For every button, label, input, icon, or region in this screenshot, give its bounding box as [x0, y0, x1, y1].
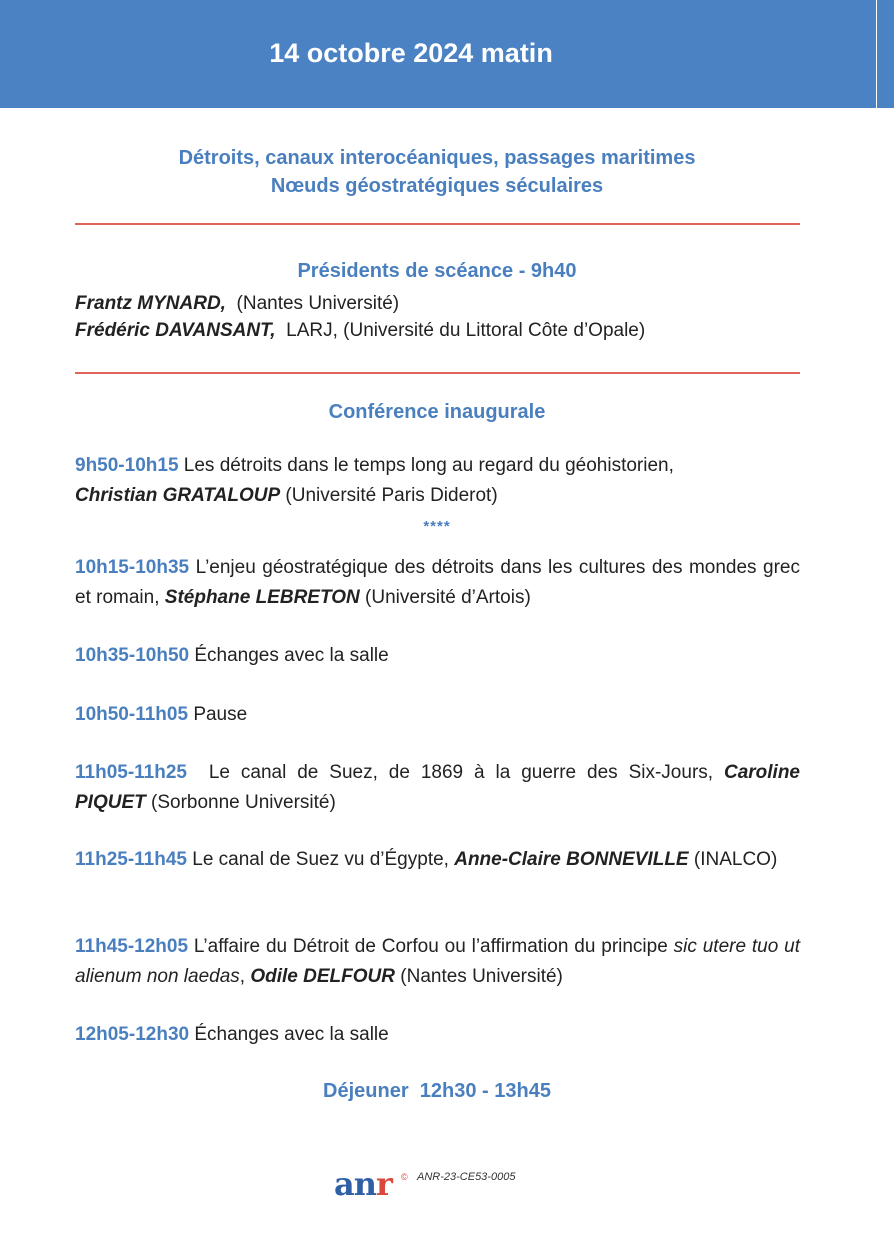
- grant-number: ANR-23-CE53-0005: [417, 1171, 516, 1183]
- program-item-4: [75, 700, 800, 730]
- divider-2: [75, 372, 800, 374]
- program-affiliation: (Université Paris Diderot): [285, 485, 498, 506]
- program-affiliation: (Université d’Artois): [365, 587, 531, 608]
- program-item-3: [75, 641, 800, 671]
- program-speaker: Anne-Claire BONNEVILLE: [454, 849, 689, 870]
- president-1-name: Frantz MYNARD,: [75, 293, 226, 314]
- program-item-8: [75, 1020, 800, 1050]
- program-speaker: Stéphane LEBRETON: [164, 587, 360, 608]
- program-item-6: [75, 845, 800, 875]
- program-item-5: [75, 758, 800, 818]
- program-time: 11h25-11h45: [75, 849, 187, 870]
- separator-stars: ****: [423, 518, 451, 535]
- program-text: Les détroits dans le temps long au regard du géohistorien,: [183, 455, 674, 476]
- president-1-affiliation: (Nantes Université): [236, 293, 400, 314]
- program-item-2: [75, 553, 800, 613]
- program-text: Échanges avec la salle: [194, 645, 389, 666]
- anr-logo-r: r: [376, 1165, 392, 1203]
- program-time: 11h45-12h05: [75, 936, 189, 957]
- program-time: 12h05-12h30: [75, 1024, 190, 1045]
- program-affiliation: (Sorbonne Université): [151, 792, 336, 813]
- program-text: Pause: [193, 704, 248, 725]
- program-latin-maxim: sic utere tuo ut alienum non laedas: [75, 936, 801, 987]
- president-1: [75, 289, 800, 319]
- president-2-name: Frédéric DAVANSANT,: [75, 320, 276, 341]
- theme-line-2: Nœuds géostratégiques séculaires: [270, 175, 604, 197]
- program-speaker: Caroline PIQUET: [75, 762, 800, 813]
- divider-1: [75, 223, 800, 225]
- program-speaker: Odile DELFOUR: [250, 966, 395, 987]
- program-time: 10h35-10h50: [75, 645, 190, 666]
- president-2-affiliation: LARJ, (Université du Littoral Côte d’Opale): [286, 320, 646, 341]
- program-time: 10h15-10h35: [75, 557, 190, 578]
- anr-logo: [334, 1165, 392, 1203]
- presidents-heading: Présidents de scéance - 9h40: [297, 260, 577, 282]
- page-title: 14 octobre 2024 matin: [269, 38, 553, 68]
- program-text: Échanges avec la salle: [194, 1024, 389, 1045]
- program-text: L’affaire du Détroit de Corfou ou l’affirmation du principe: [193, 936, 668, 957]
- program-affiliation: (INALCO): [693, 849, 778, 870]
- program-text: Le canal de Suez vu d’Égypte,: [192, 849, 449, 870]
- program-time: 11h05-11h25: [75, 762, 187, 783]
- program-time: 10h50-11h05: [75, 704, 189, 725]
- program-text: Le canal de Suez, de 1869 à la guerre des Six-Jours,: [208, 762, 714, 783]
- program-time: 9h50-10h15: [75, 455, 179, 476]
- theme-title: [75, 144, 799, 200]
- conference-heading: Conférence inaugurale: [328, 401, 546, 423]
- registered-mark: ©: [401, 1172, 408, 1182]
- program-affiliation: (Nantes Université): [400, 966, 563, 987]
- anr-logo-text: anr: [334, 1165, 392, 1203]
- theme-line-1: Détroits, canaux interocéaniques, passages maritimes: [178, 147, 696, 169]
- president-2: [75, 316, 800, 346]
- header-banner-edge: [877, 0, 894, 108]
- program-item-1: [75, 451, 800, 511]
- program-item-7: 11h45-12h05 L’affaire du Détroit de Corfou ou l’affirmation du principe sic utere tuo ut alienum non laedas, Odile DELFOUR (Nantes Université): [75, 936, 801, 987]
- program-text: L’enjeu géostratégique des détroits dans les cultures des mondes grec et romain,: [75, 557, 800, 608]
- program-speaker: Christian GRATALOUP: [75, 485, 281, 506]
- lunch-heading: Déjeuner 12h30 - 13h45: [323, 1080, 551, 1102]
